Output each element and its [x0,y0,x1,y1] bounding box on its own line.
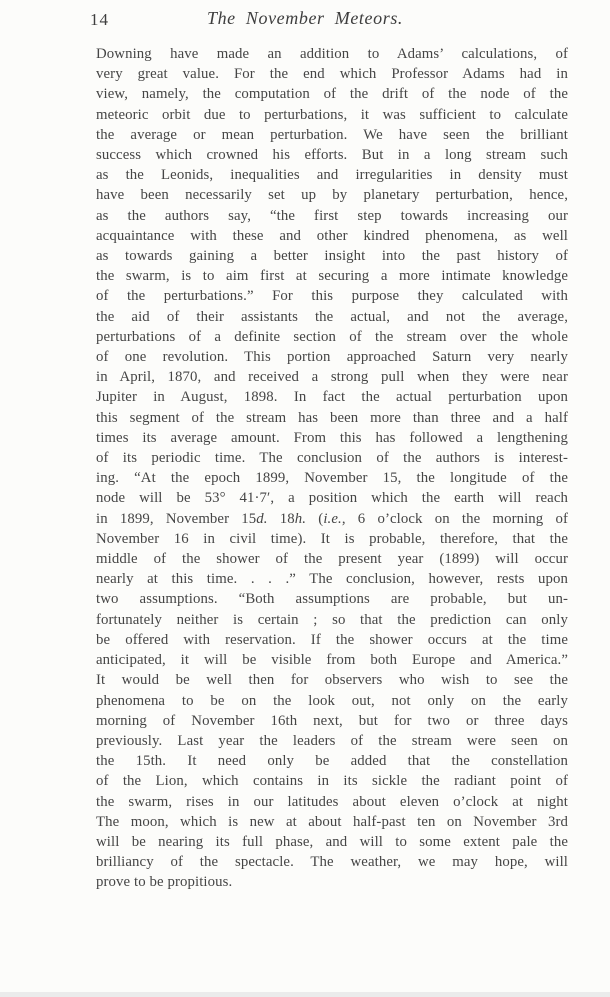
text-line: two assumptions. “Both assumptions are probable, but un- [96,591,568,608]
text-line: as towards gaining a better insight into the past history of [96,248,568,265]
page-number: 14 [90,10,109,29]
text-line: of the perturbations.” For this purpose they calculated with [96,288,568,305]
text-line: phenomena to be on the look out, not only on the early [96,692,568,709]
text-line: as the Leonids, inequalities and irregularities in density must [96,167,568,184]
text-line: this segment of the stream has been more than three and a half [96,409,568,426]
text-line: in 1899, November 15d. 18h. (i.e., 6 o’clock on the morning of [96,510,569,527]
text-line: The moon, which is new at about half-past ten on November 3rd [96,813,568,830]
body-text [96,44,568,893]
text-line: times its average amount. From this has followed a lengthening [96,429,568,446]
text-line: have been necessarily set up by planetary perturbation, hence, [96,187,568,204]
text-line: node will be 53° 41·7′, a position which the earth will reach [96,490,568,507]
text-line: It would be well then for observers who wish to see the [96,672,568,689]
text-line: of its periodic time. The conclusion of the authors is interest- [96,450,568,467]
text-line: the average or mean perturbation. We have seen the brilliant [96,126,568,143]
page-header [0,8,610,36]
text-line: the swarm, is to aim first at securing a more intimate knowledge [96,268,568,285]
scan-bottom-edge [0,992,610,997]
text-line: the aid of their assistants the actual, and not the average, [96,308,568,325]
text-line: perturbations of a definite section of the stream over the whole [96,328,568,345]
text-line: morning of November 16th next, but for two or three days [96,712,568,729]
text-line: acquaintance with these and other kindred phenomena, as well [96,227,568,244]
text-line: in April, 1870, and received a strong pull when they were near [96,369,568,386]
text-line: the swarm, rises in our latitudes about eleven o’clock at night [96,793,568,810]
text-line: the 15th. It need only be added that the constellation [96,753,568,770]
text-line: anticipated, it will be visible from both Europe and America.” [96,652,568,669]
text-line: previously. Last year the leaders of the stream were seen on [96,732,568,749]
text-line: be offered with reservation. If the shower occurs at the time [96,631,568,648]
running-title: The November Meteors. [206,8,404,28]
text-line: fortunately neither is certain ; so that the prediction can only [96,611,568,628]
text-line: ing. “At the epoch 1899, November 15, the longitude of the [96,470,568,487]
text-line: prove to be propitious. [96,874,233,891]
text-line: view, namely, the computation of the drift of the node of the [96,86,568,103]
text-line: middle of the shower of the present year (1899) will occur [96,551,568,568]
text-line: Jupiter in August, 1898. In fact the actual perturbation upon [96,389,568,406]
text-line: Downing have made an addition to Adams’ calculations, of [96,46,568,62]
text-line: November 16 in civil time). It is probable, therefore, that the [96,530,568,547]
text-line: will be nearing its full phase, and will to some extent pale the [96,833,568,850]
text-line: brilliancy of the spectacle. The weather, we may hope, will [96,854,568,871]
text-line: as the authors say, “the first step towards increasing our [96,207,568,224]
text-line: of one revolution. This portion approached Saturn very nearly [96,349,568,366]
text-line: of the Lion, which contains in its sickle the radiant point of [96,773,568,790]
text-line: very great value. For the end which Professor Adams had in [96,66,568,83]
text-line: success which crowned his efforts. But in a long stream such [96,147,568,164]
text-line: nearly at this time. . . .” The conclusion, however, rests upon [96,571,568,588]
text-line: meteoric orbit due to perturbations, it was sufficient to calculate [96,106,568,123]
